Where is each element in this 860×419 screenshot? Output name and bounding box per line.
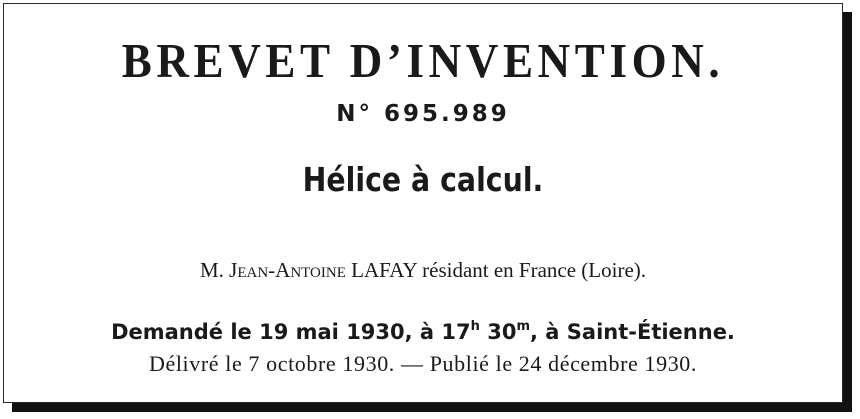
filing-date: Demandé le 19 mai 1930, à 17 [111,320,471,344]
inventor-surname: LAFAY [345,258,417,282]
filing-line [4,320,842,344]
issued-published-line: Délivré le 7 octobre 1930. — Publié le 24 décembre 1930. [148,351,697,376]
inventor-given-name: Jean-Antoine [229,258,346,282]
filing-hour-unit: h [470,319,480,334]
inventor-residence: résidant en France (Loire). [416,258,647,282]
filing-place: , à Saint-Étienne. [530,320,735,344]
inventor-line [4,258,842,283]
inventor-prefix: M. [199,258,230,282]
filing-minutes: 30 [479,320,517,344]
patent-number: N° 695.989 [336,101,510,127]
invention-subject: Hélice à calcul. [302,160,544,199]
document-title: BREVET D’INVENTION. [121,33,725,88]
filing-minute-unit: m [516,319,530,334]
patent-header-scan [3,3,843,403]
